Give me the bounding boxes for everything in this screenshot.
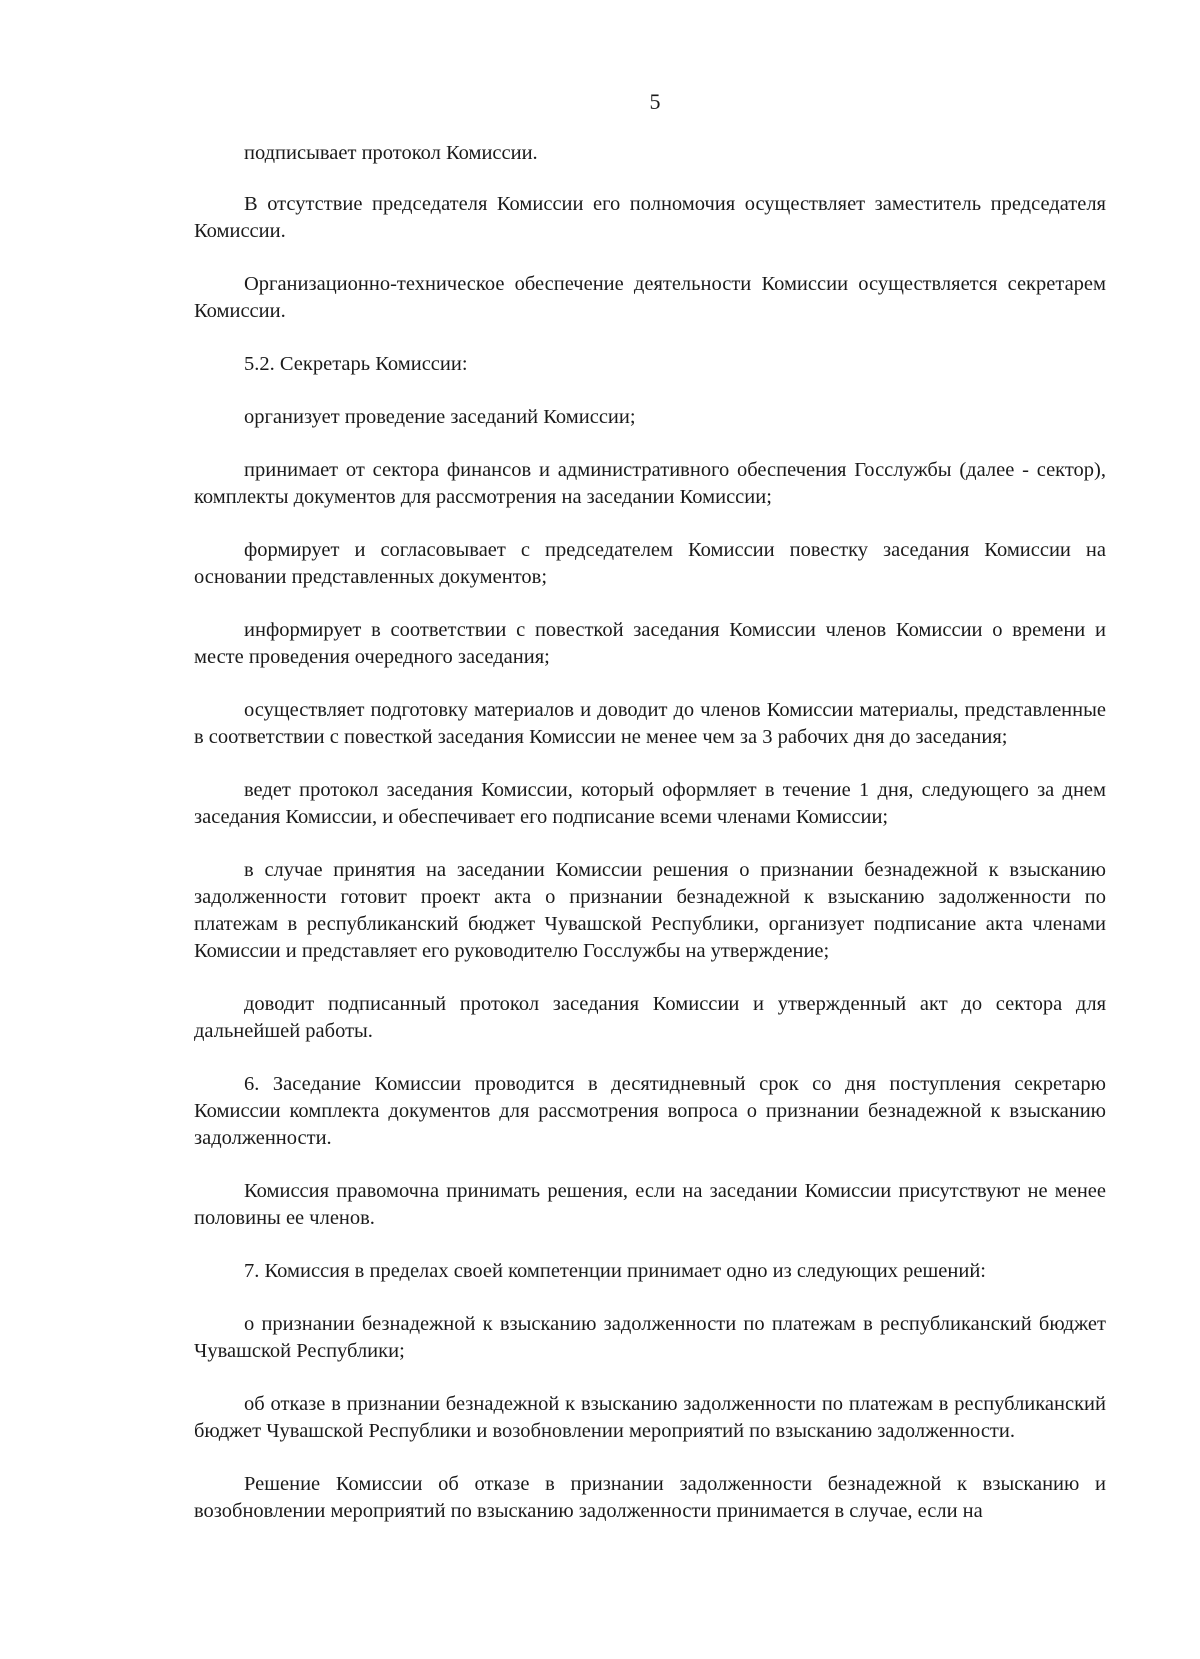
paragraph: формирует и согласовывает с председателем Комиссии повестку заседания Комиссии на основании представленных документов; <box>194 539 1106 588</box>
paragraph: принимает от сектора финансов и административного обеспечения Госслужбы (далее - сектор), комплекты документов для рассмотрения на заседании Комиссии; <box>194 459 1106 508</box>
paragraph: в случае принятия на заседании Комиссии решения о признании безнадежной к взысканию задолженности готовит проект акта о признании безнадежной к взысканию задолженности по платежам в республиканский бюджет Чувашской Республики, организует подписание акта членами Комиссии и представляет его руководителю Госслужбы на утверждение; <box>194 859 1106 962</box>
paragraph: информирует в соответствии с повесткой заседания Комиссии членов Комиссии о времени и месте проведения очередного заседания; <box>194 619 1106 668</box>
document-body <box>194 140 1106 1551</box>
paragraph-heading-5-2: 5.2. Секретарь Комиссии: <box>244 353 468 375</box>
paragraph: Решение Комиссии об отказе в признании задолженности безнадежной к взысканию и возобновлении мероприятий по взысканию задолженности принимается в случае, если на <box>194 1473 1106 1522</box>
paragraph: осуществляет подготовку материалов и доводит до членов Комиссии материалы, представленные в соответствии с повесткой заседания Комиссии не менее чем за 3 рабочих дня до заседания; <box>194 699 1106 748</box>
paragraph: ведет протокол заседания Комиссии, который оформляет в течение 1 дня, следующего за днем заседания Комиссии, и обеспечивает его подписание всеми членами Комиссии; <box>194 779 1106 828</box>
page-number: 5 <box>649 89 661 114</box>
paragraph: доводит подписанный протокол заседания Комиссии и утвержденный акт до сектора для дальнейшей работы. <box>194 993 1106 1042</box>
paragraph: В отсутствие председателя Комиссии его полномочия осуществляет заместитель председателя Комиссии. <box>194 193 1106 242</box>
paragraph-section-7: 7. Комиссия в пределах своей компетенции принимает одно из следующих решений: <box>244 1260 986 1282</box>
paragraph-section-6: 6. Заседание Комиссии проводится в десятидневный срок со дня поступления секретарю Комиссии комплекта документов для рассмотрения вопроса о признании безнадежной к взысканию задолженности. <box>194 1073 1106 1149</box>
paragraph: о признании безнадежной к взысканию задолженности по платежам в республиканский бюджет Чувашской Республики; <box>194 1313 1106 1362</box>
paragraph: Организационно-техническое обеспечение деятельности Комиссии осуществляется секретарем Комиссии. <box>194 273 1106 322</box>
paragraph: подписывает протокол Комиссии. <box>244 142 538 164</box>
paragraph: об отказе в признании безнадежной к взысканию задолженности по платежам в республиканский бюджет Чувашской Республики и возобновлении мероприятий по взысканию задолженности. <box>194 1393 1106 1442</box>
paragraph: организует проведение заседаний Комиссии; <box>244 406 636 428</box>
paragraph: Комиссия правомочна принимать решения, если на заседании Комиссии присутствуют не менее половины ее членов. <box>194 1180 1106 1229</box>
